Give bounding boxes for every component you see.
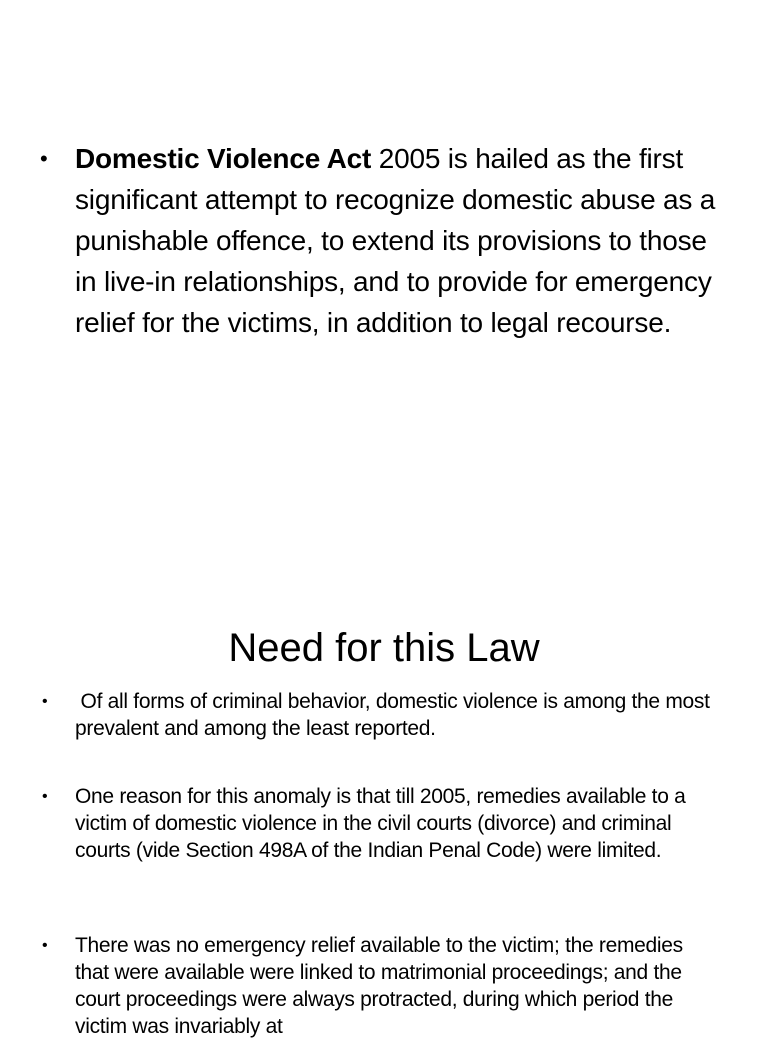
bullet-text: [75, 138, 730, 343]
act-description: 2005 is hailed as the first significant attempt to recognize domestic abuse as a punishable offence, to extend its provisions to those in live-in relationships, and to provide for emergency relief for the victims, in addition to legal recourse.: [75, 143, 716, 338]
bullet-text: There was no emergency relief available to the victim; the remedies that were available were linked to matrimonial proceedings; and the court proceedings were always protracted, during which period the victim was invariably at: [75, 934, 683, 1038]
bullet-marker: •: [42, 788, 48, 805]
bullet-item: [42, 688, 722, 742]
bullet-marker: •: [42, 937, 48, 954]
bullet-text: Of all forms of criminal behavior, domestic violence is among the most prevalent and among the least reported.: [75, 690, 716, 740]
slide-title: Need for this Law: [228, 626, 540, 670]
bullet-text: One reason for this anomaly is that till 2005, remedies available to a victim of domestic violence in the civil courts (divorce) and criminal courts (vide Section 498A of the Indian Penal Code) were limited.: [75, 785, 686, 862]
slide-1-bullet: [40, 138, 730, 343]
act-name: Domestic Violence Act: [75, 143, 372, 174]
bullet-marker: •: [40, 146, 48, 171]
slide-2: [0, 576, 768, 1038]
bullet-marker: •: [42, 693, 48, 710]
bullet-item: [42, 783, 722, 864]
